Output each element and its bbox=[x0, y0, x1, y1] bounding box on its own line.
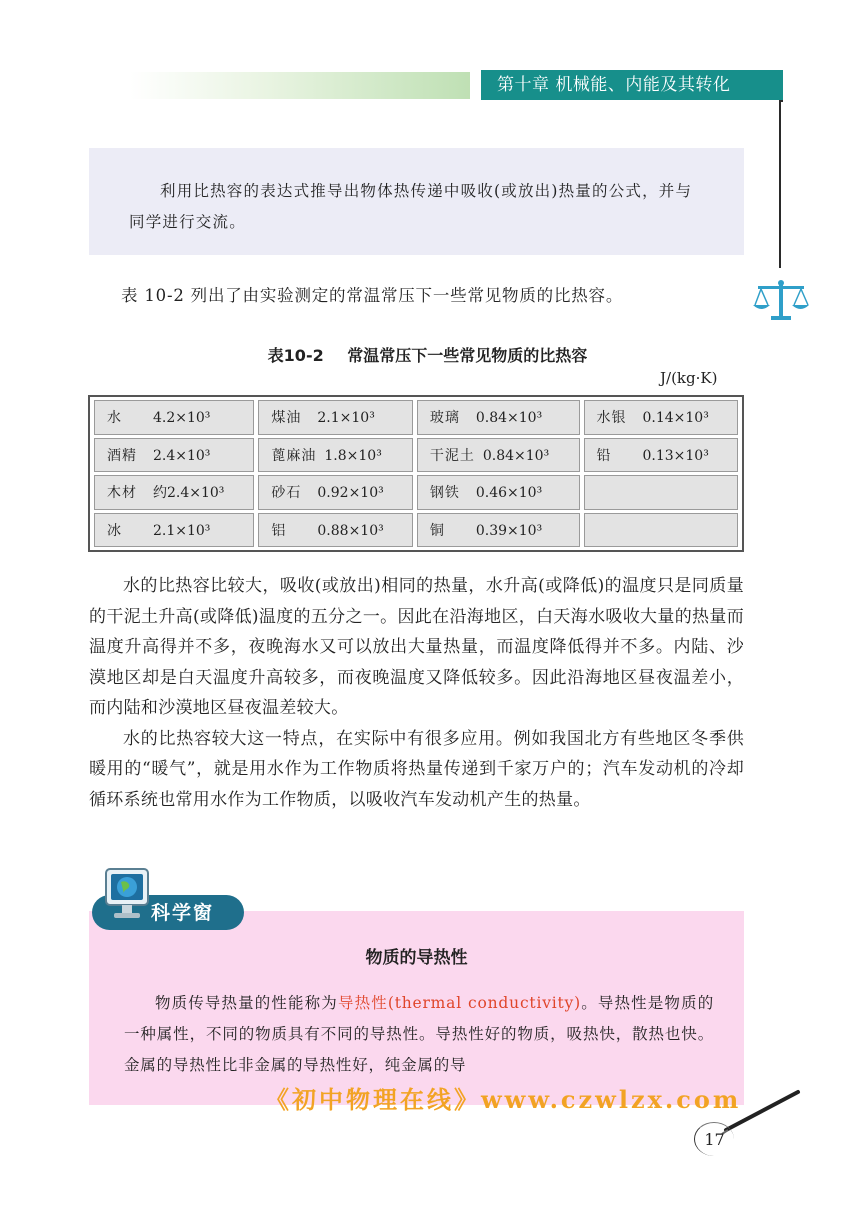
specific-heat-table bbox=[88, 395, 744, 552]
table-cell bbox=[258, 400, 412, 435]
sci-term: 导热性 bbox=[337, 994, 388, 1012]
table-row bbox=[94, 438, 738, 473]
table-unit: J/(kg·K) bbox=[660, 369, 718, 387]
specific-heat-value: 0.13×10³ bbox=[642, 447, 709, 464]
table-row bbox=[94, 513, 738, 548]
sci-text-after: 。导热性是物质的一种属性，不同的物质具有不同的导热性。导热性好的物质，吸热快，散热也快。金属的导热性比非金属的导热性好，纯金属的导 bbox=[124, 994, 714, 1074]
chapter-title: 第十章 机械能、内能及其转化 bbox=[481, 70, 783, 100]
substance-name: 铅 bbox=[596, 447, 612, 464]
table-cell bbox=[94, 438, 254, 473]
table-cell bbox=[584, 513, 739, 548]
table-cell bbox=[258, 475, 412, 510]
sci-text-before: 物质传导热量的性能称为 bbox=[155, 994, 338, 1012]
table-cell bbox=[94, 475, 254, 510]
specific-heat-value: 0.84×10³ bbox=[482, 447, 550, 464]
substance-name: 铝 bbox=[271, 522, 287, 539]
table-row bbox=[94, 475, 738, 510]
substance-name: 玻璃 bbox=[429, 410, 460, 427]
table-cell bbox=[258, 438, 412, 473]
substance-name: 水 bbox=[107, 410, 122, 427]
table-cell bbox=[417, 475, 580, 510]
substance-name: 木材 bbox=[107, 485, 137, 502]
table-cell bbox=[94, 400, 254, 435]
body-text bbox=[89, 571, 744, 815]
specific-heat-value: 0.46×10³ bbox=[475, 485, 543, 502]
science-window-title: 物质的导热性 bbox=[365, 948, 468, 968]
table-title: 常温常压下一些常见物质的比热容 bbox=[347, 346, 588, 365]
specific-heat-value: 0.14×10³ bbox=[642, 410, 709, 427]
table-cell bbox=[258, 513, 412, 548]
substance-name: 铜 bbox=[429, 522, 445, 539]
body-paragraph-2: 水的比热容较大这一特点，在实际中有很多应用。例如我国北方有些地区冬季供暖用的“暖气”，就是用水作为工作物质将热量传递到千家万户的；汽车发动机的冷却循环系统也常用水作为工作物质，以吸收汽车发动机产生的热量。 bbox=[89, 728, 744, 810]
page-number: 17 bbox=[694, 1122, 734, 1156]
specific-heat-value: 2.1×10³ bbox=[317, 410, 375, 427]
table-cell bbox=[417, 438, 580, 473]
table-row bbox=[94, 400, 738, 435]
substance-name: 煤油 bbox=[271, 410, 302, 427]
header-margin-line bbox=[779, 100, 781, 268]
table-caption bbox=[0, 343, 849, 366]
balance-scale-icon bbox=[752, 278, 810, 322]
specific-heat-value: 1.8×10³ bbox=[324, 447, 382, 464]
watermark-text: 《初中物理在线》www.czwlzx.com bbox=[265, 1085, 742, 1114]
specific-heat-value: 0.84×10³ bbox=[475, 410, 543, 427]
substance-name: 酒精 bbox=[107, 447, 137, 464]
substance-name: 水银 bbox=[596, 410, 627, 427]
table-cell bbox=[584, 400, 739, 435]
table-cell bbox=[94, 513, 254, 548]
table-cell bbox=[417, 513, 580, 548]
table-cell bbox=[417, 400, 580, 435]
activity-box bbox=[89, 148, 744, 255]
table-number: 表10-2 bbox=[267, 346, 324, 365]
substance-name: 砂石 bbox=[271, 485, 302, 502]
pen-icon bbox=[720, 1088, 802, 1138]
header-gradient-bar bbox=[130, 72, 470, 99]
substance-name: 蓖麻油 bbox=[271, 447, 317, 464]
science-window-text bbox=[124, 988, 714, 1081]
header-margin-tick bbox=[779, 100, 783, 102]
substance-name: 钢铁 bbox=[429, 485, 460, 502]
activity-text: 利用比热容的表达式推导出物体热传递中吸收(或放出)热量的公式，并与同学进行交流。 bbox=[129, 182, 693, 231]
substance-name: 干泥土 bbox=[429, 447, 475, 464]
body-paragraph-1: 水的比热容比较大，吸收(或放出)相同的热量，水升高(或降低)的温度只是同质量的干泥土升高(或降低)温度的五分之一。因此在沿海地区，白天海水吸收大量的热量而温度升高得并不多，夜晚海水又可以放出大量热量，而温度降低得并不多。内陆、沙漠地区却是白天温度升高较多，而夜晚温度又降低较多。因此沿海地区昼夜温差小，而内陆和沙漠地区昼夜温差较大。 bbox=[89, 576, 744, 718]
table-intro-text: 表 10-2 列出了由实验测定的常温常压下一些常见物质的比热容。 bbox=[121, 286, 624, 305]
table-cell bbox=[584, 475, 739, 510]
specific-heat-value: 2.4×10³ bbox=[153, 447, 211, 464]
specific-heat-value: 0.92×10³ bbox=[317, 485, 384, 502]
sci-term-en: (thermal conductivity) bbox=[387, 994, 581, 1012]
table-cell bbox=[584, 438, 739, 473]
specific-heat-value: 约2.4×10³ bbox=[153, 485, 225, 502]
monitor-globe-icon bbox=[102, 867, 152, 925]
science-window-label: 科学窗 bbox=[151, 902, 215, 924]
specific-heat-value: 2.1×10³ bbox=[153, 522, 211, 539]
substance-name: 冰 bbox=[107, 522, 122, 539]
specific-heat-value: 0.39×10³ bbox=[475, 522, 543, 539]
specific-heat-value: 4.2×10³ bbox=[153, 410, 211, 427]
specific-heat-value: 0.88×10³ bbox=[317, 522, 384, 539]
